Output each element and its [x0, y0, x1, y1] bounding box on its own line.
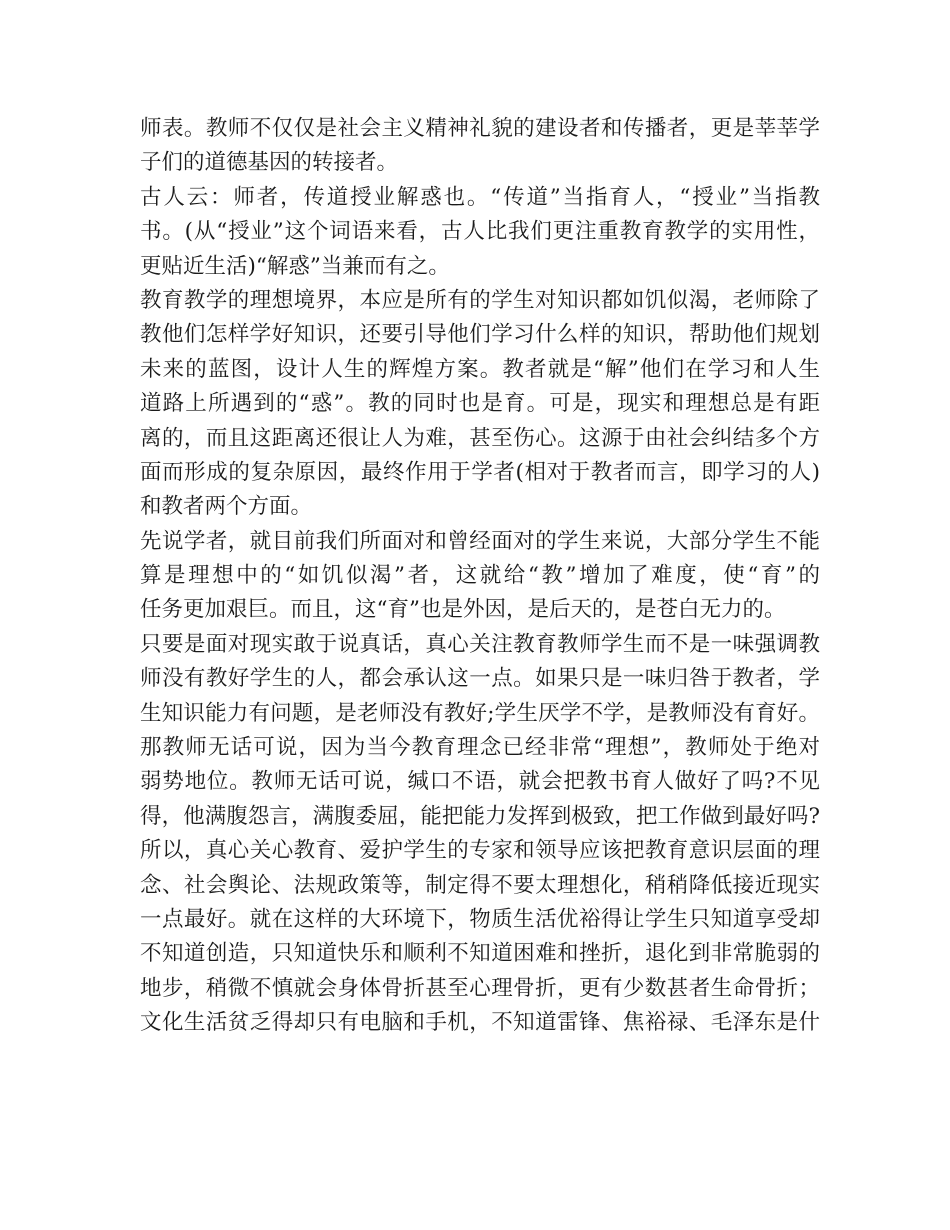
text-line: 更贴近生活)“解惑”当兼而有之。: [140, 253, 450, 279]
text-line: 和教者两个方面。: [140, 494, 313, 520]
text-line: 生知识能力有问题，是老师没有教好;学生厌学不学，是教师没有育好。: [140, 700, 820, 726]
text-line: 先说学者，就目前我们所面对和曾经面对的学生来说，大部分学生不能: [140, 528, 820, 554]
text-line: 算是理想中的“如饥似渴”者，这就给“教”增加了难度，使“育”的: [140, 563, 820, 589]
text-line: 教他们怎样学好知识，还要引导他们学习什么样的知识，帮助他们规划: [140, 322, 820, 348]
body-text: [140, 112, 820, 1041]
text-line: 念、社会舆论、法规政策等，制定得不要太理想化，稍稍降低接近现实: [140, 872, 820, 898]
text-line: 离的，而且这距离还很让人为难，甚至伤心。这源于由社会纠结多个方: [140, 425, 820, 451]
text-line: 面而形成的复杂原因，最终作用于学者(相对于教者而言，即学习的人): [140, 459, 820, 485]
text-line: 那教师无话可说，因为当今教育理念已经非常“理想”，教师处于绝对: [140, 735, 820, 761]
text-line: 一点最好。就在这样的大环境下，物质生活优裕得让学生只知道享受却: [140, 906, 820, 932]
text-line: 文化生活贫乏得却只有电脑和手机，不知道雷锋、焦裕禄、毛泽东是什: [140, 1010, 820, 1036]
text-line: 子们的道德基因的转接者。: [140, 150, 399, 176]
text-line: 师没有教好学生的人，都会承认这一点。如果只是一味归咎于教者，学: [140, 666, 820, 692]
text-line: 未来的蓝图，设计人生的辉煌方案。教者就是“解”他们在学习和人生: [140, 356, 820, 382]
text-line: 古人云：师者，传道授业解惑也。“传道”当指育人，“授业”当指教: [140, 184, 820, 210]
text-line: 书。(从“授业”这个词语来看，古人比我们更注重教育教学的实用性，: [140, 219, 820, 245]
text-line: 得，他满腹怨言，满腹委屈，能把能力发挥到极致，把工作做到最好吗?: [140, 803, 820, 829]
text-line: 道路上所遇到的“惑”。教的同时也是育。可是，现实和理想总是有距: [140, 391, 820, 417]
text-line: 地步，稍微不慎就会身体骨折甚至心理骨折，更有少数甚者生命骨折；: [140, 975, 820, 1001]
text-line: 只要是面对现实敢于说真话，真心关注教育教师学生而不是一味强调教: [140, 631, 820, 657]
text-line: 所以，真心关心教育、爱护学生的专家和领导应该把教育意识层面的理: [140, 838, 820, 864]
text-line: 不知道创造，只知道快乐和顺利不知道困难和挫折，退化到非常脆弱的: [140, 941, 820, 967]
text-line: 任务更加艰巨。而且，这“育”也是外因，是后天的，是苍白无力的。: [140, 597, 786, 623]
text-line: 师表。教师不仅仅是社会主义精神礼貌的建设者和传播者，更是莘莘学: [140, 116, 820, 141]
text-line: 弱势地位。教师无话可说，缄口不语，就会把教书育人做好了吗?不见: [140, 769, 820, 795]
text-line: 教育教学的理想境界，本应是所有的学生对知识都如饥似渴，老师除了: [140, 287, 820, 313]
